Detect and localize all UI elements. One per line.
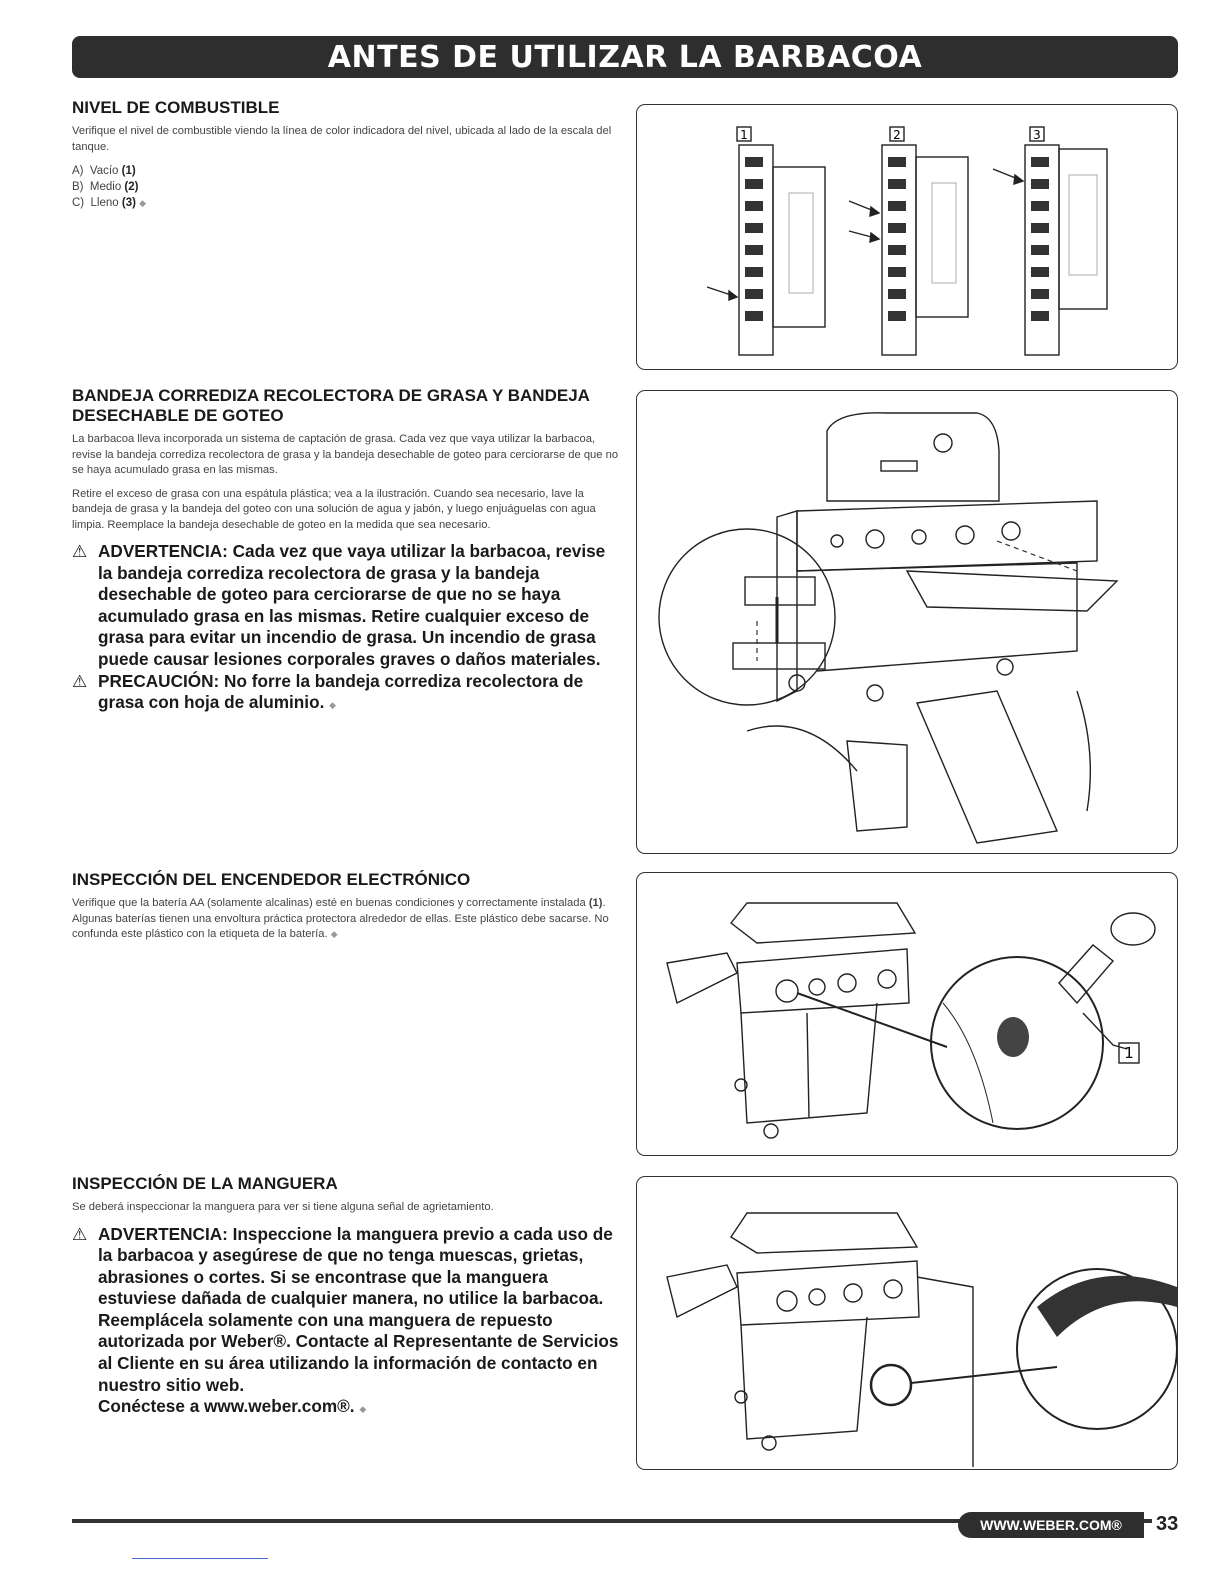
igniter-title: INSPECCIÓN DEL ENCENDEDOR ELECTRÓNICO bbox=[72, 870, 471, 889]
igniter-section bbox=[72, 870, 620, 951]
footnote-rule bbox=[132, 1558, 268, 1559]
hose-figure bbox=[636, 1176, 1178, 1470]
list-item: A) Vacío (1) bbox=[72, 165, 136, 177]
website-badge bbox=[958, 1512, 1144, 1538]
grease-text-2: Retire el exceso de grasa con una espátula plástica; vea a la ilustración. Cuando sea necesario, lave la bandeja de grasa y la bandeja del goteo con una solución de agua y jabón, y luego enjuáguelas con agua limpia. Reemplace la bandeja desechable de goteo en la medida que sea necesario. bbox=[72, 487, 596, 531]
igniter-text: Verifique que la batería AA (solamente alcalinas) esté en buenas condiciones y correctamente instalada (1). Algunas baterías tienen una envoltura práctica protectora alrededor de ellas. Este plástico debe sacarse. No confunda este plástico con la etiqueta de la batería. ◆ bbox=[72, 897, 609, 940]
grease-text-1: La barbacoa lleva incorporada un sistema de captación de grasa. Cada vez que vaya utilizar la barbacoa, revise la bandeja corrediza recolectora de grasa y la bandeja desechable de goteo para cerciorarse de que no se haya acumulado grasa en las mismas. bbox=[72, 433, 619, 476]
fuel-title: NIVEL DE COMBUSTIBLE bbox=[72, 98, 280, 117]
fuel-text: Verifique el nivel de combustible viendo la línea de color indicadora del nivel, ubicada al lado de la escala del tanque. bbox=[72, 125, 612, 153]
gauge-label: 3 bbox=[1033, 128, 1041, 142]
page-number: 33 bbox=[1156, 1513, 1179, 1535]
igniter-figure bbox=[636, 872, 1178, 1156]
list-item: B) Medio (2) bbox=[72, 181, 139, 193]
grill-grease-illustration bbox=[637, 391, 1177, 853]
fuel-gauge-illustration bbox=[637, 105, 1177, 369]
grease-section bbox=[72, 386, 620, 717]
warning-icon: ⚠ bbox=[72, 542, 88, 561]
fuel-section bbox=[72, 98, 620, 211]
fuel-list bbox=[72, 163, 620, 211]
warning-icon: ⚠ bbox=[72, 671, 88, 691]
hose-section bbox=[72, 1174, 620, 1421]
igniter-illustration bbox=[637, 873, 1177, 1155]
grease-title: BANDEJA CORREDIZA RECOLECTORA DE GRASA Y BANDEJA DESECHABLE DE GOTEO bbox=[72, 386, 590, 425]
page-header bbox=[72, 36, 1178, 78]
list-item: C) Lleno (3) ◆ bbox=[72, 197, 147, 209]
gauge-label: 1 bbox=[740, 128, 748, 142]
grease-tray-figure bbox=[636, 390, 1178, 854]
grease-warning: ⚠ ADVERTENCIA: Cada vez que vaya utilizar la barbacoa, revise la bandeja corrediza recolectora de grasa y la bandeja desechable de goteo para cerciorarse de que no se haya acumulado grasa en las mismas. Retire cualquier exceso de grasa para evitar un incendio de grasa. Un incendio de grasa puede causar lesiones corporales graves o daños materiales. bbox=[72, 541, 606, 669]
hose-text: Se deberá inspeccionar la manguera para ver si tiene alguna señal de agrietamiento. bbox=[72, 1201, 494, 1213]
grease-caution: ⚠ PRECAUCIÓN: No forre la bandeja corrediza recolectora de grasa con hoja de aluminio. ◆ bbox=[72, 671, 620, 717]
battery-label: 1 bbox=[1124, 1044, 1134, 1062]
warning-icon: ⚠ bbox=[72, 1224, 88, 1244]
hose-title: INSPECCIÓN DE LA MANGUERA bbox=[72, 1174, 338, 1193]
page-title: ANTES DE UTILIZAR LA BARBACOA bbox=[327, 39, 923, 75]
website-link[interactable]: WWW.WEBER.COM® bbox=[980, 1517, 1122, 1533]
hose-illustration bbox=[637, 1177, 1177, 1469]
hose-warning: ⚠ ADVERTENCIA: Inspeccione la manguera previo a cada uso de la barbacoa y asegúrese de que no tenga muescas, grietas, abrasiones o cortes. Si se encontrase que la manguera estuviese dañada de cualquier manera, no utilice la barbacoa. Reemplácela solamente con una manguera de repuesto autorizada por Weber®. Contacte al Representante de Servicios al Cliente en su área utilizando la información de contacto en nuestro sitio web. Conéctese a www.weber.com®. ◆ bbox=[72, 1224, 620, 1421]
fuel-gauge-figure bbox=[636, 104, 1178, 370]
gauge-label: 2 bbox=[893, 128, 901, 142]
weber-link[interactable]: Conéctese a www.weber.com®. bbox=[98, 1396, 355, 1417]
